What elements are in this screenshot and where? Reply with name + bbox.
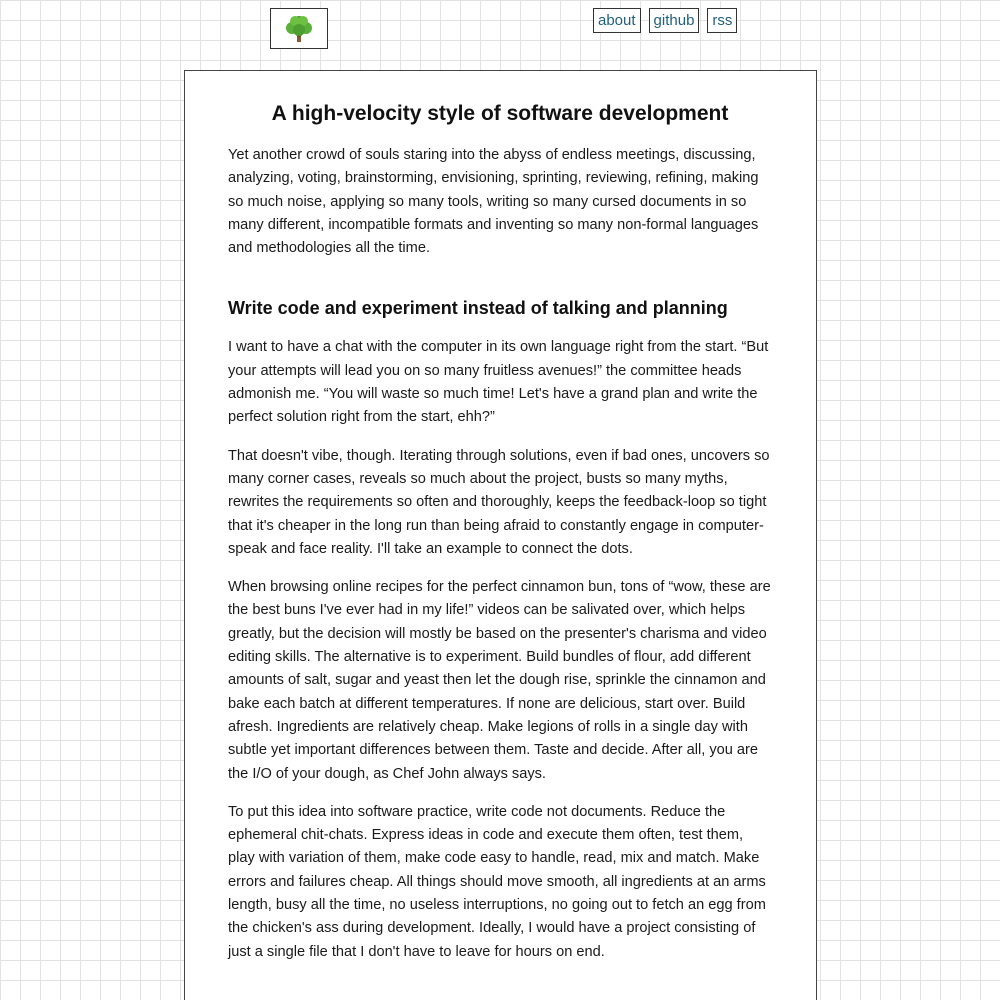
article-title: A high-velocity style of software development xyxy=(271,102,729,125)
paragraph: When browsing online recipes for the perfect cinnamon bun, tons of “wow, these are the best buns I've ever had in my life!” videos can be salivated over, which helps greatly, but the decision will mostly be based on the presenter's charisma and video editing skills. The alternative is to experiment. Build bundles of flour, add different amounts of salt, sugar and yeast then let the dough rise, sprinkle the cinnamon and bake each batch at different temperatures. If none are delicious, start over. Build afresh. Ingredients are relatively cheap. Make legions of rolls in a single day with subtle yet important differences between them. Taste and decide. After all, you are the I/O of your dough, as Chef John always says. xyxy=(228,579,771,782)
section-heading: Write code and experiment instead of talking and planning xyxy=(228,298,728,319)
nav-link-about[interactable]: about xyxy=(593,8,641,33)
nav-link-rss[interactable]: rss xyxy=(707,8,737,33)
article-card xyxy=(184,70,817,1000)
paragraph: To put this idea into software practice, write code not documents. Reduce the ephemeral chit-chats. Express ideas in code and execute them often, test them, play with variation of them, make code easy to handle, read, mix and match. Make errors and failures cheap. All things should move smooth, all ingredients at an arms length, busy all the time, no useless interruptions, no going out to fetch an egg from the chicken's ass during development. Ideally, I would have a project consisting of just a single file that I don't have to leave for hours on end. xyxy=(228,803,766,960)
top-nav xyxy=(593,8,737,33)
nav-link-github[interactable]: github xyxy=(649,8,700,33)
home-logo-link[interactable] xyxy=(270,8,328,49)
article-intro: Yet another crowd of souls staring into the abyss of endless meetings, discussing, analyzing, voting, brainstorming, envisioning, sprinting, reviewing, refining, making so much noise, applying so many tools, writing so many cursed documents in so many different, incompatible formats and inventing so many non-formal languages and methodologies all the time. xyxy=(228,147,759,257)
tree-icon xyxy=(283,13,315,45)
paragraph: That doesn't vibe, though. Iterating through solutions, even if bad ones, uncovers so many corner cases, reveals so much about the project, busts so many myths, rewrites the requirements so often and thoroughly, keeps the feedback-loop so tight that it's cheaper in the long run than being afraid to constantly engage in computer-speak and face reality. I'll take an example to connect the dots. xyxy=(228,447,770,557)
paragraph: I want to have a chat with the computer in its own language right from the start. “But your attempts will lead you on so many fruitless avenues!” the committee heads admonish me. “You will waste so much time! Let's have a grand plan and write the perfect solution right from the start, ehh?” xyxy=(228,339,769,426)
